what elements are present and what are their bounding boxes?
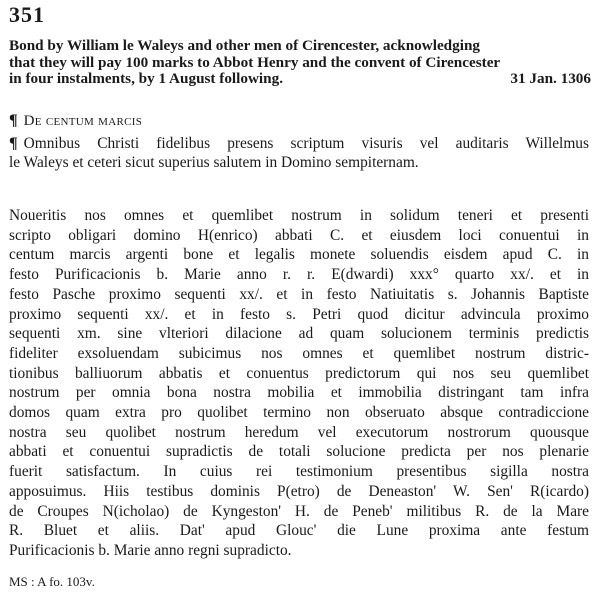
text-line <box>9 134 589 153</box>
opening-paragraph <box>9 134 589 172</box>
text-line: fideliter exsoluendam subicimus nos omnes et quemlibet nostrum distric- <box>9 344 589 362</box>
text-line: abbati et conuentui supradictis de totali solucione predicta per nos plenarie <box>9 443 589 461</box>
document-heading <box>9 112 142 130</box>
text-line: festo Pasche proximo sequenti xx/. et in festo Natiuitatis s. Johannis Baptiste <box>9 285 589 303</box>
summary-line: that they will pay 100 marks to Abbot Henry and the convent of Cirencester <box>9 53 501 71</box>
text-line: proximo sequenti xx/. et in festo s. Petri quod dicitur advincula proximo <box>9 305 589 323</box>
pilcrow-mark: ¶ <box>9 135 18 152</box>
text-line: apposuimus. Hiis testibus dominis P(etro) de Deneaston' W. Sen' R(icardo) <box>9 482 589 500</box>
summary-line: Bond by William le Waleys and other men of Cirencester, acknowledging <box>9 37 480 54</box>
text-line: fuerit satisfactum. In cuius rei testimonium presentibus sigilla nostra <box>9 463 589 481</box>
text-line: scripto obligari domino H(enrico) abbati C. et eiusdem loci conuentui in <box>9 226 589 244</box>
text-line: nostra seu quolibet nostrum heredum vel executorum nostrorum quousque <box>9 423 589 441</box>
entry-number: 351 <box>9 2 45 27</box>
text-line: tionibus balliuorum abbatis et conuentus predictorum qui nos seu quemlibet <box>9 364 589 382</box>
text-line: sequenti xm. sine vlteriori dilacione ad quam solucionem terminis predictis <box>9 325 589 343</box>
heading-text: De centum marcis <box>23 113 143 129</box>
text-line: R. Bluet et aliis. Dat' apud Glouc' die Lune proxima ante festum <box>9 522 589 540</box>
text-line: festo Purificacionis b. Marie anno r. r. E(dwardi) xxx° quarto xx/. et in <box>9 266 589 284</box>
text-line: Noueritis nos omnes et quemlibet nostrum in solidum teneri et presenti <box>9 207 589 224</box>
text-line: le Waleys et ceteri sicut superius salutem in Domino sempiternam. <box>9 154 419 171</box>
text-line-content: Omnibus Christi fidelibus presens scriptum visuris vel auditaris Willelmus <box>23 135 589 152</box>
summary-line-last <box>9 71 591 88</box>
entry-summary <box>9 38 591 88</box>
text-line: de Croupes N(icholao) de Kyngeston' H. de Peneb' militibus R. de la Mare <box>9 502 589 520</box>
summary-line: in four instalments, by 1 August following. <box>9 70 283 87</box>
entry-date: 31 Jan. 1306 <box>510 70 591 87</box>
ms-reference: MS : A fo. 103v. <box>9 574 95 589</box>
text-line: Purificacionis b. Marie anno regni supradicto. <box>9 541 292 559</box>
text-line: nostrum per omnia bona nostra mobilia et immobilia distringant tam infra <box>9 384 589 402</box>
text-line: centum marcis argenti bone et legalis monete soluendis eisdem apud C. in <box>9 246 589 264</box>
pilcrow-mark: ¶ <box>9 112 18 129</box>
text-line: domos quam extra pro quolibet termino non obseruato absque contradiccione <box>9 404 589 422</box>
body-paragraph <box>9 206 589 561</box>
